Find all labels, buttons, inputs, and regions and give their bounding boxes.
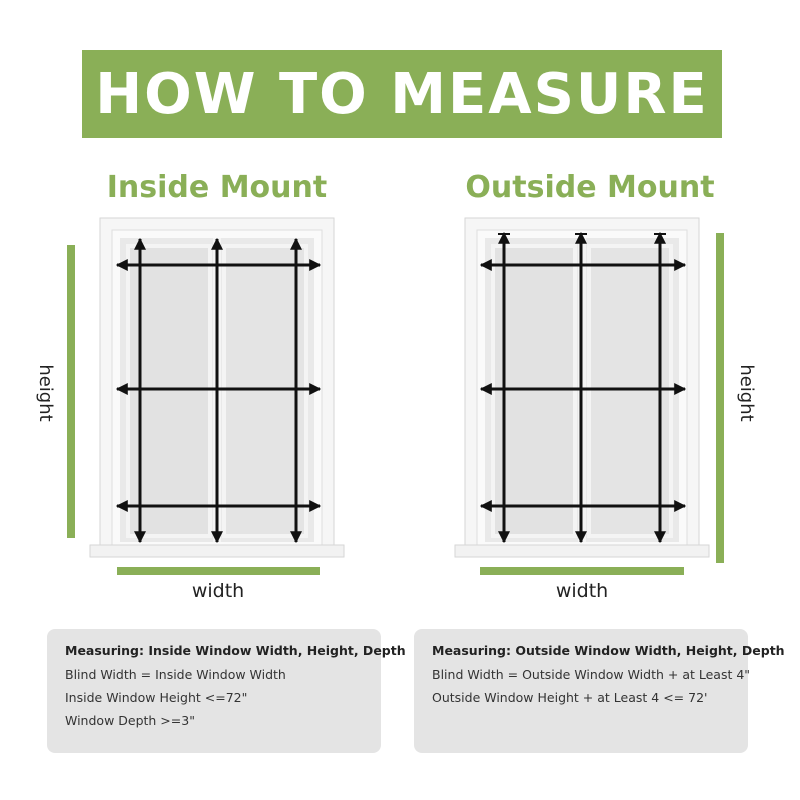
inside-info-line: Blind Width = Inside Window Width (65, 667, 286, 682)
inside-info-line: Window Depth >=3" (65, 713, 195, 728)
inside-measure-info-box (47, 629, 406, 753)
inside-width-label: width (191, 580, 245, 602)
page-title: HOW TO MEASURE (95, 61, 709, 127)
outside-measure-info-box (414, 629, 785, 753)
inside-height-label: height (35, 364, 56, 422)
outside-mount-title: Outside Mount (465, 170, 715, 205)
inside-info-title: Measuring: Inside Window Width, Height, Depth (65, 643, 406, 658)
inside-mount-title: Inside Mount (106, 170, 328, 205)
inside-info-line: Inside Window Height <=72" (65, 690, 248, 705)
outside-info-line: Blind Width = Outside Window Width + at Least 4" (432, 667, 751, 682)
outside-height-label: height (736, 364, 757, 422)
outside-width-label: width (555, 580, 609, 602)
outside-info-line: Outside Window Height + at Least 4 <= 72' (432, 690, 708, 705)
outside-info-title: Measuring: Outside Window Width, Height, Depth (432, 643, 785, 658)
